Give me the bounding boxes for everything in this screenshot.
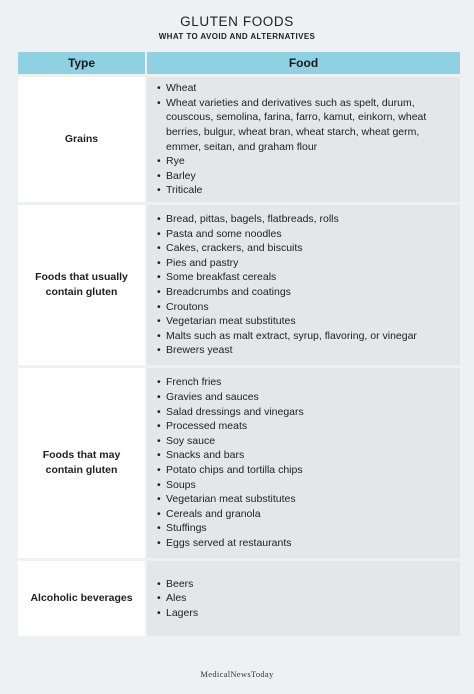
page-subtitle: WHAT TO AVOID AND ALTERNATIVES <box>158 32 316 41</box>
list-item: • Cereals and granola <box>157 507 304 522</box>
list-item: • Soy sauce <box>157 434 304 449</box>
column-header-food: Food <box>147 52 460 74</box>
list-item: • Vegetarian meat substitutes <box>157 492 304 507</box>
list-item: • Barley <box>157 169 454 184</box>
food-cell <box>147 77 460 202</box>
table-header-row <box>18 52 460 74</box>
list-item: • Some breakfast cereals <box>157 270 417 285</box>
food-list <box>147 212 423 358</box>
list-item: • Bread, pittas, bagels, flatbreads, rolls <box>157 212 417 227</box>
gluten-foods-table <box>18 52 460 636</box>
list-item: • Ales <box>157 591 198 606</box>
list-item: • Triticale <box>157 183 454 198</box>
food-list <box>147 375 310 550</box>
list-item: • Wheat varieties and derivatives such as spelt, durum, couscous, semolina, farina, farro, kamut, einkorn, wheat berries, bulgur, wheat bran, wheat starch, wheat germ, emmer, seitan, and graham flour <box>157 96 454 154</box>
type-cell: Alcoholic beverages <box>18 561 145 636</box>
list-item: • Soups <box>157 478 304 493</box>
list-item: • Snacks and bars <box>157 448 304 463</box>
table-row <box>18 77 460 202</box>
food-cell <box>147 368 460 558</box>
list-item: • Processed meats <box>157 419 304 434</box>
table-row <box>18 205 460 365</box>
list-item: • Salad dressings and vinegars <box>157 405 304 420</box>
list-item: • French fries <box>157 375 304 390</box>
list-item: • Potato chips and tortilla chips <box>157 463 304 478</box>
page-header <box>0 14 474 43</box>
food-list <box>147 81 460 198</box>
list-item: • Vegetarian meat substitutes <box>157 314 417 329</box>
list-item: • Lagers <box>157 606 198 621</box>
list-item: • Beers <box>157 577 198 592</box>
list-item: • Malts such as malt extract, syrup, flavoring, or vinegar <box>157 329 417 344</box>
brand-logo: MedicalNewsToday <box>200 669 274 679</box>
food-cell <box>147 205 460 365</box>
list-item: • Croutons <box>157 300 417 315</box>
column-header-type: Type <box>18 52 145 74</box>
list-item: • Rye <box>157 154 454 169</box>
type-cell: Grains <box>18 77 145 202</box>
table-row <box>18 561 460 636</box>
type-cell: Foods that usually contain gluten <box>18 205 145 365</box>
list-item: • Cakes, crackers, and biscuits <box>157 241 417 256</box>
list-item: • Breadcrumbs and coatings <box>157 285 417 300</box>
list-item: • Eggs served at restaurants <box>157 536 304 551</box>
list-item: • Pasta and some noodles <box>157 227 417 242</box>
page-title: GLUTEN FOODS <box>180 14 294 29</box>
list-item: • Gravies and sauces <box>157 390 304 405</box>
list-item: • Wheat <box>157 81 454 96</box>
type-cell: Foods that may contain gluten <box>18 368 145 558</box>
list-item: • Pies and pastry <box>157 256 417 271</box>
list-item: • Brewers yeast <box>157 343 417 358</box>
table-row <box>18 368 460 558</box>
food-cell <box>147 561 460 636</box>
food-list <box>147 577 204 621</box>
list-item: • Stuffings <box>157 521 304 536</box>
